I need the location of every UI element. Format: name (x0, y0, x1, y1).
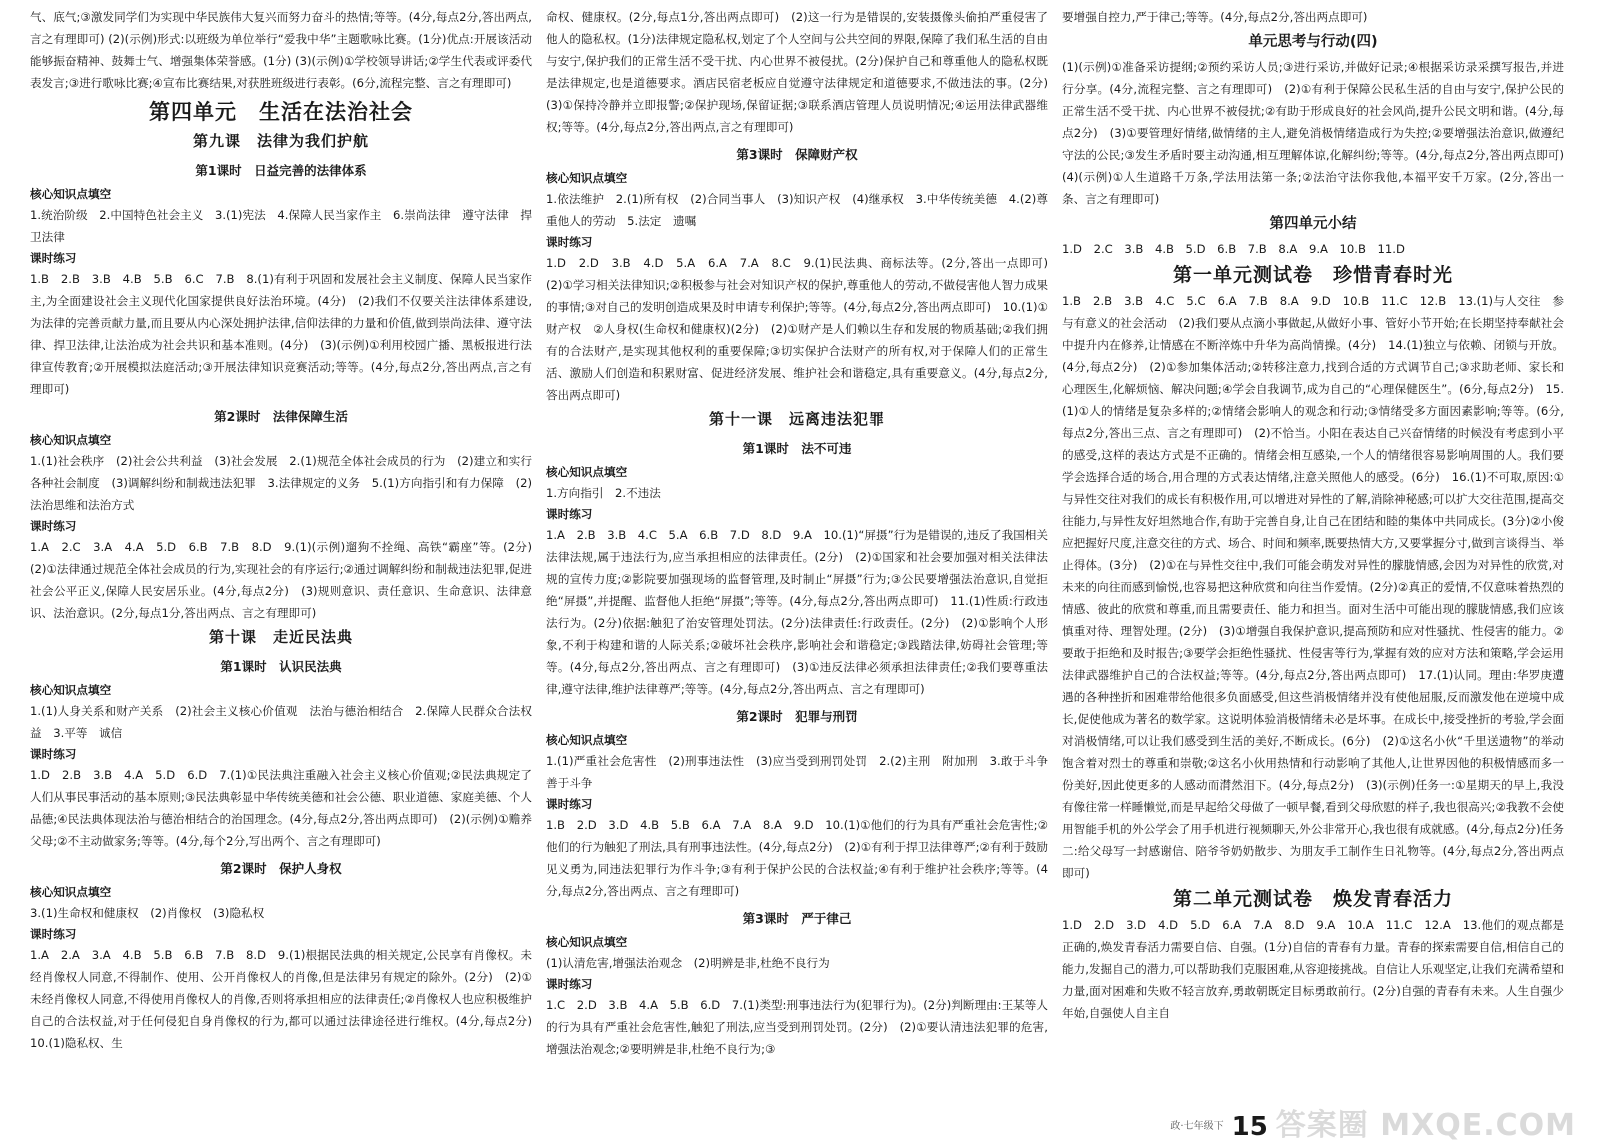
column-right (1062, 6, 1576, 1148)
section-label: 课时练习 (30, 519, 77, 533)
period-heading: 第2课时 法律保障生活 (214, 409, 348, 424)
section-label: 课时练习 (546, 977, 593, 991)
site-watermark: 答案圈 MXQE.COM (1275, 1108, 1576, 1143)
answer-paragraph: 1.A 2.B 3.B 4.C 5.A 6.B 7.D 8.D 9.A 10.(1)“屏摄”行为是错误的,违反了我国相关法律法规,属于违法行为,应当承担相应的法律责任。(2分) (2)①国家和社会要加强对相关法律法规的宣传力度;②影院要加强现场的监督管理,及时制止“屏摄”行为;③公民要增强法治意识,自觉拒绝“屏摄”,并提醒、监督他人拒绝“屏摄”;等等。(4分,每点2分,答出两点即可) 11.(1)性质:行政违法行为。(2分)依据:触犯了治安管理处罚法。(2分)法律责任:行政责任。(2分) (2)①影响个人形象,不利于构建和谐的人际关系;②破坏社会秩序,影响社会和谐稳定;③践踏法律,妨碍社会管理;等等。(4分,每点2分,答出两点、言之有理即可) (3)①违反法律必须承担法律责任;②我们要尊重法律,遵守法律,维护法律尊严;等等。(4分,每点2分,答出两点、言之有理即可) (546, 528, 1048, 696)
answer-paragraph: 1.统治阶级 2.中国特色社会主义 3.(1)宪法 4.保障人民当家作主 6.崇尚法律 遵守法律 捍卫法律 (30, 208, 532, 244)
period-heading: 第3课时 保障财产权 (736, 147, 858, 162)
section-label: 课时练习 (30, 747, 77, 761)
section-label: 核心知识点填空 (546, 171, 628, 185)
answer-paragraph: 气、底气;③激发同学们为实现中华民族伟大复兴而努力奋斗的热情;等等。(4分,每点2分,答出两点,言之有理即可) (2)(示例)形式:以班级为单位举行“爱我中华”主题歌咏比赛。(1分)优点:开展该活动能够振奋精神、鼓舞士气、增强集体荣誉感。(1分) (3)(示例)①学校领导讲话;②学生代表或评委代表发言;③进行歌咏比赛;④宣布比赛结果,对获胜班级进行表彰。(6分,流程完整、言之有理即可) (30, 10, 532, 90)
section-label: 核心知识点填空 (30, 187, 112, 201)
period-heading: 第2课时 犯罪与刑罚 (736, 709, 858, 724)
answer-paragraph: (1)(示例)①准备采访提纲;②预约采访人员;③进行采访,并做好记录;④根据采访录采撰写报告,并进行分享。(4分,流程完整、言之有理即可) (2)①有利于保障公民私生活的自由与安宁,保护公民的正常生活不受干扰、内心世界不被侵扰;②有助于形成良好的社会风尚,提升公民文明和谐。(4分,每点2分) (3)①要管理好情绪,做情绪的主人,避免消极情绪造成行为失控;②要增强法治意识,做遵纪守法的公民;③发生矛盾时要主动沟通,相互理解体谅,化解纠纷;等等。(4分,每点2分,答出两点即可) (4)(示例)①人生道路千万条,学法用法第一条;②法治守法你我他,本福平安千万家。(2分,答出一条、言之有理即可) (1062, 60, 1576, 206)
answer-paragraph: 1.D 2.B 3.B 4.A 5.D 6.D 7.(1)①民法典注重融入社会主义核心价值观;②民法典规定了人们从事民事活动的基本原则;③民法典彰显中华传统美德和社会公德、职业道德、家庭美德、个人品德;④民法典体现法治与德治相结合的治国理念。(4分,每点2分,答出两点即可) (2)(示例)①赡养父母;②不主动做家务;等等。(4分,每个2分,写出两个、言之有理即可) (30, 768, 532, 848)
answer-paragraph: 1.B 2.D 3.D 4.B 5.B 6.A 7.A 8.A 9.D 10.(1)①他们的行为具有严重社会危害性;②他们的行为触犯了刑法,具有刑事违法性。(4分,每点2分) (2)①有利于捍卫法律尊严;②有利于鼓励见义勇为,同违法犯罪行为作斗争;③有利于保护公民的合法权益;④有利于维护社会秩序;等等。(4分,每点2分,答出两点、言之有理即可) (546, 818, 1048, 898)
section-label: 课时练习 (546, 235, 593, 249)
book-label: 政·七年级下 (1170, 1121, 1224, 1132)
section-label: 课时练习 (546, 507, 593, 521)
lesson-heading: 第九课 法律为我们护航 (192, 132, 369, 150)
period-heading: 第1课时 日益完善的法律体系 (195, 163, 367, 178)
section-label: 核心知识点填空 (546, 935, 628, 949)
answer-paragraph: 1.(1)社会秩序 (2)社会公共利益 (3)社会发展 2.(1)规范全体社会成员的行为 (2)建立和实行各种社会制度 (3)调解纠纷和制裁违法犯罪 3.法律规定的义务 5.(1)方向指引和有力保障 (2)法治思维和法治方式 (30, 454, 532, 512)
section-label: 核心知识点填空 (30, 885, 112, 899)
unit-heading: 第四单元 生活在法治社会 (149, 100, 413, 124)
answer-paragraph: 1.B 2.B 3.B 4.B 5.B 6.C 7.B 8.(1)有利于巩固和发展社会主义制度、保障人民当家作主,为全面建设社会主义现代化国家提供良好法治环境。(4分) (2)我们不仅要关注法律体系建设,为法律的完善贡献力量,而且要从内心深处拥护法律,信仰法律的力量和价值,做到崇尚法律、遵守法律、捍卫法律,让法治成为社会共识和基本准则。(4分) (3)(示例)①利用校园广播、黑板报进行法律宣传教育;②开展模拟法庭活动;③开展法律知识竞赛活动;等等。(4分,每点2分,答出两点,言之有理即可) (30, 272, 533, 396)
answer-paragraph: 1.D 2.D 3.B 4.D 5.A 6.A 7.A 8.C 9.(1)民法典、商标法等。(2分,答出一点即可) (2)①学习相关法律知识;②积极参与社会对知识产权的保护,尊重他人的劳动,不做侵害他人智力成果的事情;③对自己的发明创造成果及时申请专利保护;等等。(4分,每点2分,答出两点即可) 10.(1)①财产权 ②人身权(生命权和健康权)(2分) (2)①财产是人们赖以生存和发展的物质基础;②我们拥有的合法财产,是实现其他权利的重要保障;③切实保护合法财产的所有权,对于保障人们的正常生活、激励人们创造和积累财富、促进经济发展、维护社会和谐稳定,具有重要意义。(4分,每点2分,答出两点即可) (546, 256, 1060, 402)
test-heading: 第一单元测试卷 珍惜青春时光 (1172, 264, 1453, 286)
column-middle (546, 6, 1060, 1148)
page-number: 15 (1231, 1112, 1268, 1142)
section-label: 核心知识点填空 (546, 733, 628, 747)
answer-paragraph: 1.C 2.D 3.B 4.A 5.B 6.D 7.(1)类型:刑事违法行为(犯罪行为)。(2分)判断理由:王某等人的行为具有严重社会危害性,触犯了刑法,应当受到刑罚处罚。(2分) (2)①要认清违法犯罪的危害,增强法治观念;②要明辨是非,杜绝不良行为;③ (546, 998, 1048, 1056)
lesson-heading: 第十课 走近民法典 (208, 628, 353, 646)
answer-paragraph: 命权、健康权。(2分,每点1分,答出两点即可) (2)这一行为是错误的,安装摄像头偷拍严重侵害了他人的隐私权。(1分)法律规定隐私权,划定了个人空间与公共空间的界限,保障了我们私生活的自由与安宁,保护我们的正常生活不受干扰、内心世界不被侵扰。(2分)保护自己和尊重他人的隐私权既是法律规定,也是道德要求。酒店民宿老板应自觉遵守法律规定和道德要求,不做违法的事。(2分) (3)①保持冷静并立即报警;②保护现场,保留证据;③联系酒店管理人员说明情况;④运用法律武器维权;等等。(4分,每点2分,答出两点,言之有理即可) (546, 10, 1060, 134)
test-heading: 第二单元测试卷 焕发青春活力 (1172, 888, 1453, 910)
section-heading: 第四单元小结 (1269, 216, 1357, 232)
section-label: 核心知识点填空 (30, 433, 112, 447)
answer-paragraph: (1)认清危害,增强法治观念 (2)明辨是非,杜绝不良行为 (546, 956, 830, 970)
period-heading: 第1课时 认识民法典 (220, 659, 342, 674)
section-heading: 单元思考与行动(四) (1248, 34, 1378, 50)
answer-paragraph: 1.A 2.A 3.A 4.B 5.B 6.B 7.B 8.D 9.(1)根据民法典的相关规定,公民享有肖像权。未经肖像权人同意,不得制作、使用、公开肖像权人的肖像,但是法律另有规定的除外。(2分) (2)①未经肖像权人同意,不得使用肖像权人的肖像,否则将承担相应的法律责任;②肖像权人也应积极维护自己的合法权益,对于任何侵犯自身肖像权的行为,都可以通过法律途径进行维权。(4分,每点2分) 10.(1)隐私权、生 (30, 948, 544, 1050)
period-heading: 第2课时 保护人身权 (220, 861, 342, 876)
answer-paragraph: 1.D 2.D 3.D 4.D 5.D 6.A 7.A 8.D 9.A 10.A 11.C 12.A 13.他们的观点都是正确的,焕发青春活力需要自信、自强。(1分)自信的青春有力量。青春的探索需要自信,相信自己的能力,发掘自己的潜力,可以帮助我们克服困难,从容迎接挑战。自信让人乐观坚定,让我们充满希望和力量,面对困难和失败不轻言放弃,勇敢朝既定目标勇敢前行。(2分)自强的青春有未来。人生自强少年始,自强使人自主自 (1062, 918, 1564, 1020)
page-footer (1170, 1110, 1576, 1142)
section-label: 课时练习 (30, 251, 77, 265)
answer-paragraph: 3.(1)生命权和健康权 (2)肖像权 (3)隐私权 (30, 906, 265, 920)
section-label: 核心知识点填空 (30, 683, 112, 697)
answer-paragraph: 1.依法维护 2.(1)所有权 (2)合同当事人 (3)知识产权 (4)继承权 3.中华传统美德 4.(2)尊重他人的劳动 5.法定 遗嘱 (546, 192, 1048, 228)
lesson-heading: 第十一课 远离违法犯罪 (708, 410, 885, 428)
answer-paragraph: 1.A 2.C 3.A 4.A 5.D 6.B 7.B 8.D 9.(1)(示例)遛狗不拴绳、高铁“霸座”等。(2分) (2)①法律通过规范全体社会成员的行为,实现社会的有序运行;②通过调解纠纷和制裁违法犯罪,促进社会公平正义,保障人民安居乐业。(4分,每点2分) (3)规则意识、责任意识、生命意识、法律意识、法治意识。(2分,每点1分,答出两点、言之有理即可) (30, 540, 544, 620)
answer-paragraph: 1.(1)人身关系和财产关系 (2)社会主义核心价值观 法治与德治相结合 2.保障人民群众合法权益 3.平等 诚信 (30, 704, 532, 740)
answer-paragraph: 1.B 2.B 3.B 4.C 5.C 6.A 7.B 8.A 9.D 10.B 11.C 12.B 13.(1)与人交往 参与有意义的社会活动 (2)我们要从点滴小事做起,从做好小事、管好小节开始;在长期坚持奉献社会中提升内在修养,让情感在不断淬炼中升华为高尚情操。(4分) 14.(1)独立与依赖、闭锁与开放。(4分,每点2分) (2)①参加集体活动;②转移注意力,找到合适的方式调节自己;③求助老师、家长和心理医生,化解烦恼、解决问题;④学会自我调节,成为自己的“心理保健医生”。(6分,每点2分) 15.(1)①人的情绪是复杂多样的;②情绪会影响人的观念和行动;③情绪受多方面因素影响;等等。(6分,每点2分,答出三点、言之有理即可) (2)不恰当。小阳在表达自己兴奋情绪的时候没有考虑到小平的感受,这样的表达方式是不正确的。情绪会相互感染,一个人的情绪很容易影响周围的人。我们要学会选择合适的场合,用合理的方式表达情绪,注意关照他人的感受。(6分) 16.(1)不可取,原因:①与异性交往对我们的成长有积极作用,可以增进对异性的了解,消除神秘感;可以扩大交往范围,提高交往能力,与异性友好坦然地合作,有助于完善自身,让自己在团结和睦的集体中共同成长。(3分)②小俊应把握好尺度,注意交往的方式、场合、时间和频率,既要热情大方,又要掌握分寸,做到言谈得当、举止得体。(3分) (2)①在与异性交往中,我们可能会萌发对异性的朦胧情感,会因为对异性的欣赏,对未来的向往而感到愉悦,也容易把这种欣赏和向往当作爱情。(2分)②真正的爱情,不仅意味着热烈的情感、彼此的欣赏和尊重,而且需要责任、能力和担当。面对生活中可能出现的朦胧情感,我们应该慎重对待、理智处理。(2分) (3)①增强自我保护意识,提高预防和应对性骚扰、性侵害的能力。②要敢于拒绝和及时报告;③要学会拒绝性骚扰、性侵害等行为,掌握有效的应对方法和策略,学会运用法律武器维护自己的合法权益;等等。(4分,每点2分,答出两点即可) 17.(1)认同。理由:华罗庚遭遇的各种挫折和困难带给他很多负面感受,但这些消极情绪并没有使他屈服,反而激发他在逆境中成长,促使他成为著名的数学家。这说明体验消极情绪未必是坏事。在成长中,接受挫折的考验,学会面对消极情绪,可以让我们感受到生活的美好,不断成长。(6分) (2)①这名小伙“千里送遗物”的举动饱含着对烈士的尊重和崇敬;②这名小伙用热情和行动影响了其他人,让世界因他的积极情感而多一份美好,因此使更多的人感动而潸然泪下。(4分,每点2分) (3)(示例)任务一:①星期天的早上,我没有像往常一样睡懒觉,而是早起给父母做了一顿早餐,看到父母欣慰的样子,我也很高兴;②我教不会使用智能手机的外公学会了用手机进行视频聊天,外公非常开心,我也很有成就感。(4分,每点2分)任务二:给父母写一封感谢信、陪爷爷奶奶散步、为朋友手工制作生日礼物等。(4分,每点2分,答出两点即可) (1062, 294, 1564, 880)
period-heading: 第3课时 严于律己 (742, 911, 852, 926)
section-label: 课时练习 (30, 927, 77, 941)
section-label: 课时练习 (546, 797, 593, 811)
period-heading: 第1课时 法不可违 (742, 441, 852, 456)
answer-paragraph: 1.方向指引 2.不违法 (546, 486, 661, 500)
answer-paragraph: 要增强自控力,严于律己;等等。(4分,每点2分,答出两点即可) (1062, 10, 1368, 24)
answer-paragraph: 1.(1)严重社会危害性 (2)刑事违法性 (3)应当受到刑罚处罚 2.(2)主刑 附加刑 3.敢于斗争 善于斗争 (546, 754, 1060, 790)
section-label: 核心知识点填空 (546, 465, 628, 479)
column-left (30, 6, 544, 1148)
answer-paragraph: 1.D 2.C 3.B 4.B 5.D 6.B 7.B 8.A 9.A 10.B 11.D (1062, 242, 1405, 256)
